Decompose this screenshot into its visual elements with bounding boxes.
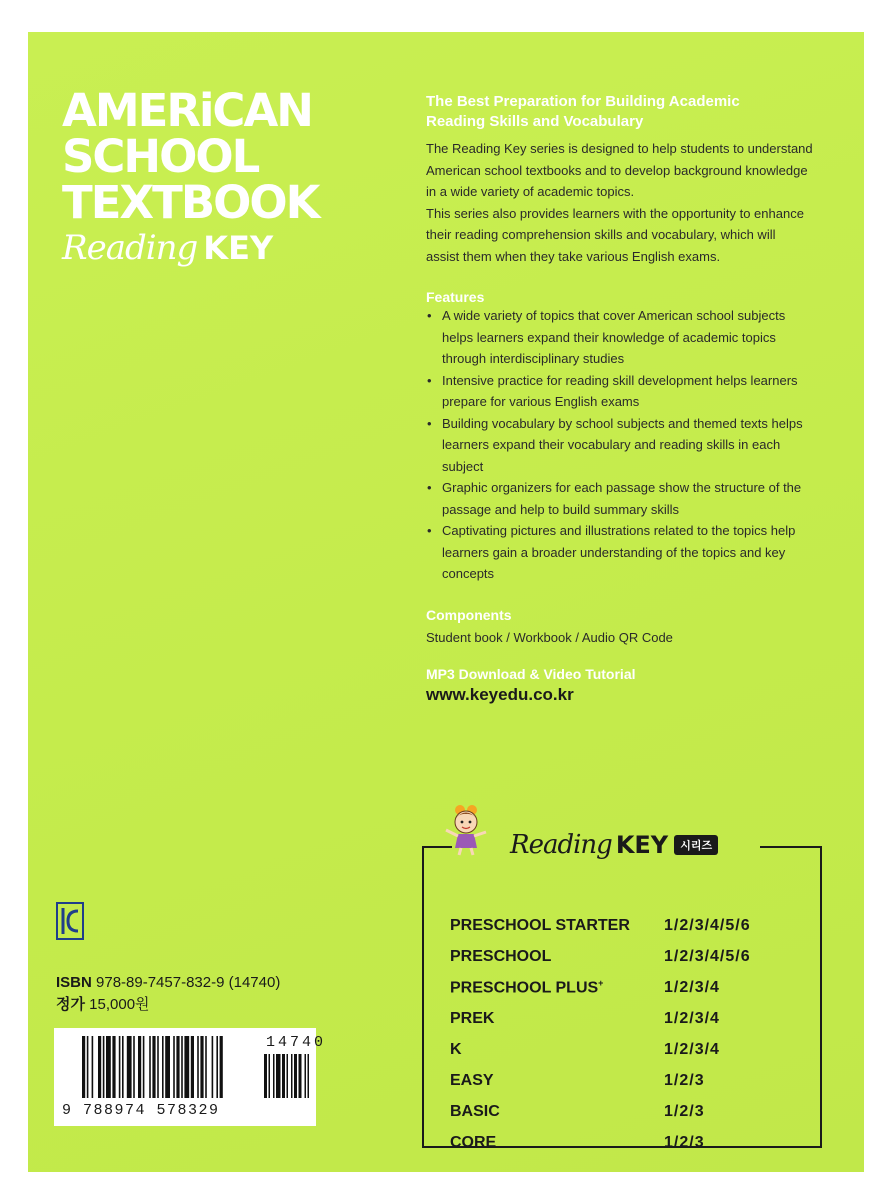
intro-heading: [426, 92, 836, 132]
barcode-addon-bar: [269, 1054, 271, 1098]
intro-line: in a wide variety of academic topics.: [426, 184, 635, 199]
series-row: [450, 1034, 810, 1065]
series-name-plus: +: [598, 977, 604, 988]
feature-line: passage and help to build summary skills: [442, 501, 680, 517]
barcode-addon-bar: [305, 1054, 307, 1098]
barcode-bar: [165, 1036, 170, 1098]
series-levels: 1/2/3/4: [664, 1009, 720, 1027]
feature-line: • Intensive practice for reading skill development helps learners: [442, 372, 798, 388]
series-name: PRESCHOOL: [450, 947, 552, 965]
barcode-bar: [119, 1036, 121, 1098]
feature-line: • Building vocabulary by school subjects and themed texts helps: [442, 415, 803, 431]
series-script: Reading: [510, 830, 612, 860]
feature-line: • A wide variety of topics that cover American school subjects: [442, 308, 786, 323]
price-line: [56, 994, 280, 1016]
intro-line: This series also provides learners with the opportunity to enhance: [426, 205, 804, 221]
series-title: [62, 84, 319, 268]
isbn-value: 978-89-7457-832-9 (14740): [96, 974, 281, 991]
barcode-bar: [212, 1036, 214, 1098]
barcode-bar: [103, 1036, 105, 1098]
barcode-bar: [127, 1036, 132, 1098]
feature-line: concepts: [442, 566, 495, 581]
components-text: Student book / Workbook / Audio QR Code: [426, 629, 673, 645]
intro-line: American school textbooks and to develop background knowledge: [426, 162, 808, 178]
barcode-addon-bar: [276, 1054, 281, 1098]
series-levels: 1/2/3/4: [664, 1040, 720, 1058]
download-heading: MP3 Download & Video Tutorial: [426, 666, 636, 682]
features-heading: Features: [426, 289, 485, 305]
series-row: [450, 1003, 810, 1034]
feature-line: through interdisciplinary studies: [442, 351, 625, 366]
feature-item: [426, 477, 836, 520]
series-row: [450, 1096, 810, 1127]
barcode-bar: [149, 1036, 151, 1098]
barcode: [54, 1028, 327, 1126]
back-cover: [28, 32, 864, 1172]
series-badge: 시리즈: [674, 835, 718, 855]
barcode-addon-bar: [291, 1054, 293, 1098]
barcode-addon-bar: [308, 1054, 310, 1098]
barcode-addon-bar: [282, 1054, 285, 1098]
barcode-addon-bar: [273, 1054, 275, 1098]
series-name: PREK: [450, 1009, 495, 1027]
features-list: [426, 305, 836, 585]
barcode-bar: [133, 1036, 135, 1098]
intro-line: The Reading Key series is designed to help students to understand: [426, 141, 813, 156]
barcode-bar: [200, 1036, 203, 1098]
barcode-bar: [184, 1036, 189, 1098]
barcode-bar: [197, 1036, 199, 1098]
series-name: PRESCHOOL PLUS: [450, 979, 599, 997]
title-key: KEY: [203, 229, 274, 267]
barcode-bar: [162, 1036, 164, 1098]
barcode-addon-bar: [264, 1054, 267, 1098]
intro-text: [426, 138, 836, 267]
series-row: [450, 941, 810, 972]
barcode-bar: [216, 1036, 218, 1098]
barcode-bar: [143, 1036, 145, 1098]
series-name-container: [450, 978, 664, 997]
intro-line: their reading comprehension skills and vocabulary, which will: [426, 227, 776, 242]
kc-certification-icon: [56, 902, 84, 940]
intro-line: assist them when they take various English exams.: [426, 248, 721, 264]
barcode-bar: [181, 1036, 183, 1098]
series-levels: 1/2/3: [664, 1071, 705, 1089]
feature-line: subject: [442, 458, 484, 474]
barcode-addon-bar: [299, 1054, 302, 1098]
feature-item: [426, 413, 836, 478]
barcode-bar: [82, 1036, 85, 1098]
price-value: 15,000원: [89, 996, 150, 1013]
title-line-3: TEXTBOOK: [62, 176, 319, 229]
series-list: [450, 910, 810, 1158]
feature-line: prepare for various English exams: [442, 394, 640, 409]
barcode-bar: [138, 1036, 141, 1098]
isbn-block: [56, 972, 280, 1016]
feature-line: • Graphic organizers for each passage show the structure of the: [442, 480, 802, 495]
series-name: K: [450, 1040, 462, 1058]
series-row: [450, 1065, 810, 1096]
barcode-bar: [176, 1036, 179, 1098]
intro-heading-line-2: Reading Skills and Vocabulary: [426, 113, 644, 130]
components-heading: Components: [426, 606, 512, 623]
barcode-bar: [92, 1036, 94, 1098]
feature-line: helps learners expand their knowledge of academic topics: [442, 329, 776, 345]
series-name: PRESCHOOL STARTER: [450, 916, 630, 934]
series-levels: 1/2/3/4/5/6: [664, 947, 751, 965]
description-column: [426, 92, 836, 705]
series-levels: 1/2/3/4: [664, 978, 720, 996]
title-subtitle: [62, 228, 319, 268]
barcode-bar: [220, 1036, 223, 1098]
barcode-addon-bar: [294, 1054, 297, 1098]
series-name: CORE: [450, 1133, 497, 1151]
barcode-addon-bar: [287, 1054, 289, 1098]
barcode-bar: [106, 1036, 111, 1098]
title-line-2: SCHOOL: [62, 130, 259, 183]
barcode-bar: [205, 1036, 207, 1098]
feature-item: [426, 370, 836, 413]
feature-line: • Captivating pictures and illustrations related to the topics help: [442, 523, 796, 538]
intro-heading-line-1: The Best Preparation for Building Academic: [426, 93, 740, 110]
barcode-bar: [173, 1036, 175, 1098]
barcode-bar: [87, 1036, 89, 1098]
series-header: [454, 822, 718, 868]
title-line-1: AMERiCAN: [62, 84, 312, 137]
series-row: [450, 972, 810, 1003]
series-name: BASIC: [450, 1102, 500, 1120]
series-levels: 1/2/3: [664, 1133, 705, 1151]
title-script: Reading: [62, 228, 198, 268]
feature-line: learners expand their vocabulary and reading skills in each: [442, 437, 781, 452]
barcode-number: 9 788974 578329: [62, 1102, 220, 1119]
isbn-label: ISBN: [56, 974, 92, 991]
series-levels: 1/2/3/4/5/6: [664, 916, 751, 934]
barcode-bar: [98, 1036, 101, 1098]
isbn-line: [56, 972, 280, 994]
series-row: [450, 1127, 810, 1158]
series-panel: [422, 822, 822, 1152]
barcode-bar: [152, 1036, 155, 1098]
feature-line: learners gain a broader understanding of the topics and key: [442, 544, 786, 560]
series-key: KEY: [615, 831, 669, 859]
barcode-bar: [122, 1036, 124, 1098]
series-row: [450, 910, 810, 941]
feature-item: [426, 305, 836, 370]
feature-item: [426, 520, 836, 585]
barcode-addon-number: 14740: [266, 1034, 327, 1051]
series-name: EASY: [450, 1071, 494, 1089]
barcode-bar: [112, 1036, 115, 1098]
website-url[interactable]: www.keyedu.co.kr: [426, 685, 574, 704]
series-levels: 1/2/3: [664, 1102, 705, 1120]
price-label: 정가: [56, 996, 85, 1013]
barcode-bar: [157, 1036, 159, 1098]
barcode-bar: [191, 1036, 194, 1098]
